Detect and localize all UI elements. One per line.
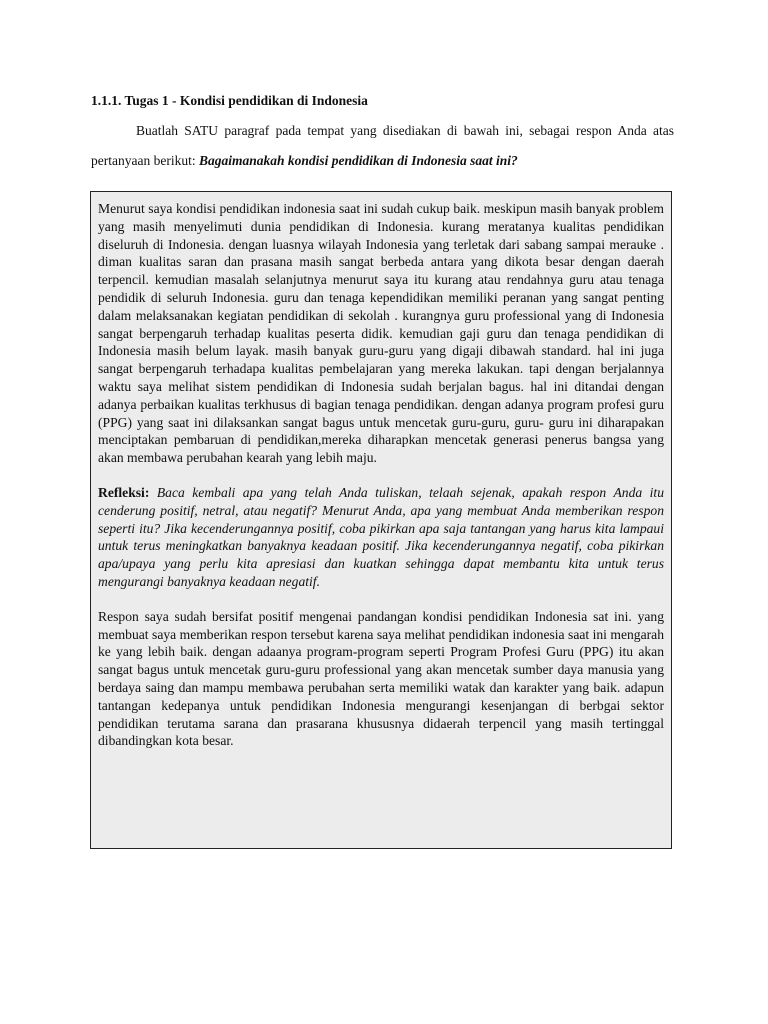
instruction-text: Buatlah SATU paragraf pada tempat yang disediakan di bawah ini, sebagai respon Anda atas pertanyaan berikut: (91, 123, 674, 168)
response-paragraph: Respon saya sudah bersifat positif mengenai pandangan kondisi pendidikan Indonesia sat ini. yang membuat saya memberikan respon tersebut karena saya melihat pendidikan indonesia saat ini mengarah ke yang lebih baik. dengan adaanya program-program seperti Program Profesi Guru (PPG) itu akan sangat bagus untuk mencetak guru-guru professional yang akan mencetak sumber daya manusia yang berdaya saing dan mampu membawa perubahan serta memiliki watak dan karakter yang baik. adapun tantangan kedepanya untuk pendidikan Indonesia mengurangi kesenjangan di berbgai sektor pendidikan terutama sarana dan prasarana khususnya didaerah terpencil yang masih tertinggal dibandingkan kota besar. (98, 608, 664, 749)
section-title: 1.1.1. Tugas 1 - Kondisi pendidikan di Indonesia (91, 93, 368, 108)
answer-box[interactable] (90, 191, 672, 849)
answer-paragraph: Menurut saya kondisi pendidikan indonesia saat ini sudah cukup baik. meskipun masih banyak problem yang masih menyelimuti dunia pendidikan di Indonesia. kurang meratanya kualitas pendidikan diseluruh di Indonesia. dengan luasnya wilayah Indonesia yang terletak dari sabang sampai merauke . diman kualitas saran dan prasana masih sangat berbeda antara yang dikota besar dengan daerah terpencil. kemudian masalah selanjutnya menurut saya itu kurang atau rendahnya guru atau tenaga pendidik di seluruh Indonesia. guru dan tenaga kependidikan memiliki peranan yang sangat penting dalam melaksanakan kegiatan pendidikan di sekolah . kurangnya guru professional yang di Indonesia sangat berpengaruh terhadap kualitas peserta didik. kemudian gaji guru dan tenaga pendidikan di Indonesia masih belum layak. masih banyak guru-guru yang digaji dibawah standard. hal ini juga sangat berpengaruh terhadapa kualitas pembelajaran yang mereka lakukan. tapi dengan berjalannya waktu saya melihat sistem pendidikan di Indonesia sudah berjalan bagus. hal ini ditandai dengan adanya perbaikan kualitas terkhusus di bagian tenaga pendidikan. dengan adanya program profesi guru (PPG) yang saat ini dilaksankan sangat bagus untuk mencetak guru-guru, guru- guru ini diharapakan menciptakan pembaruan di pendidikan,mereka diharapkan mencetak generasi penerus bangsa yang akan membawa perubahan kearah yang lebih maju. (98, 201, 664, 466)
refleksi-text: Baca kembali apa yang telah Anda tuliskan, telaah sejenak, apakah respon Anda itu cenderung positif, netral, atau negatif? Menurut Anda, apa yang membuat Anda memberikan respon seperti itu? Jika kecenderungannya positif, coba pikirkan apa saja tantangan yang harus kita lampaui untuk terus meningkatkan banyaknya keadaan positif. Jika kecenderungannya negatif, coba pikirkan apa/upaya yang perlu kita apresiasi dan kuatkan sehingga dapat membantu kita untuk terus mengurangi banyaknya keadaan negatif. (98, 484, 664, 589)
question-text: Bagaimanakah kondisi pendidikan di Indonesia saat ini? (198, 153, 518, 168)
refleksi-paragraph (98, 484, 664, 591)
refleksi-label: Refleksi: (98, 484, 150, 500)
instruction-paragraph (91, 116, 674, 176)
